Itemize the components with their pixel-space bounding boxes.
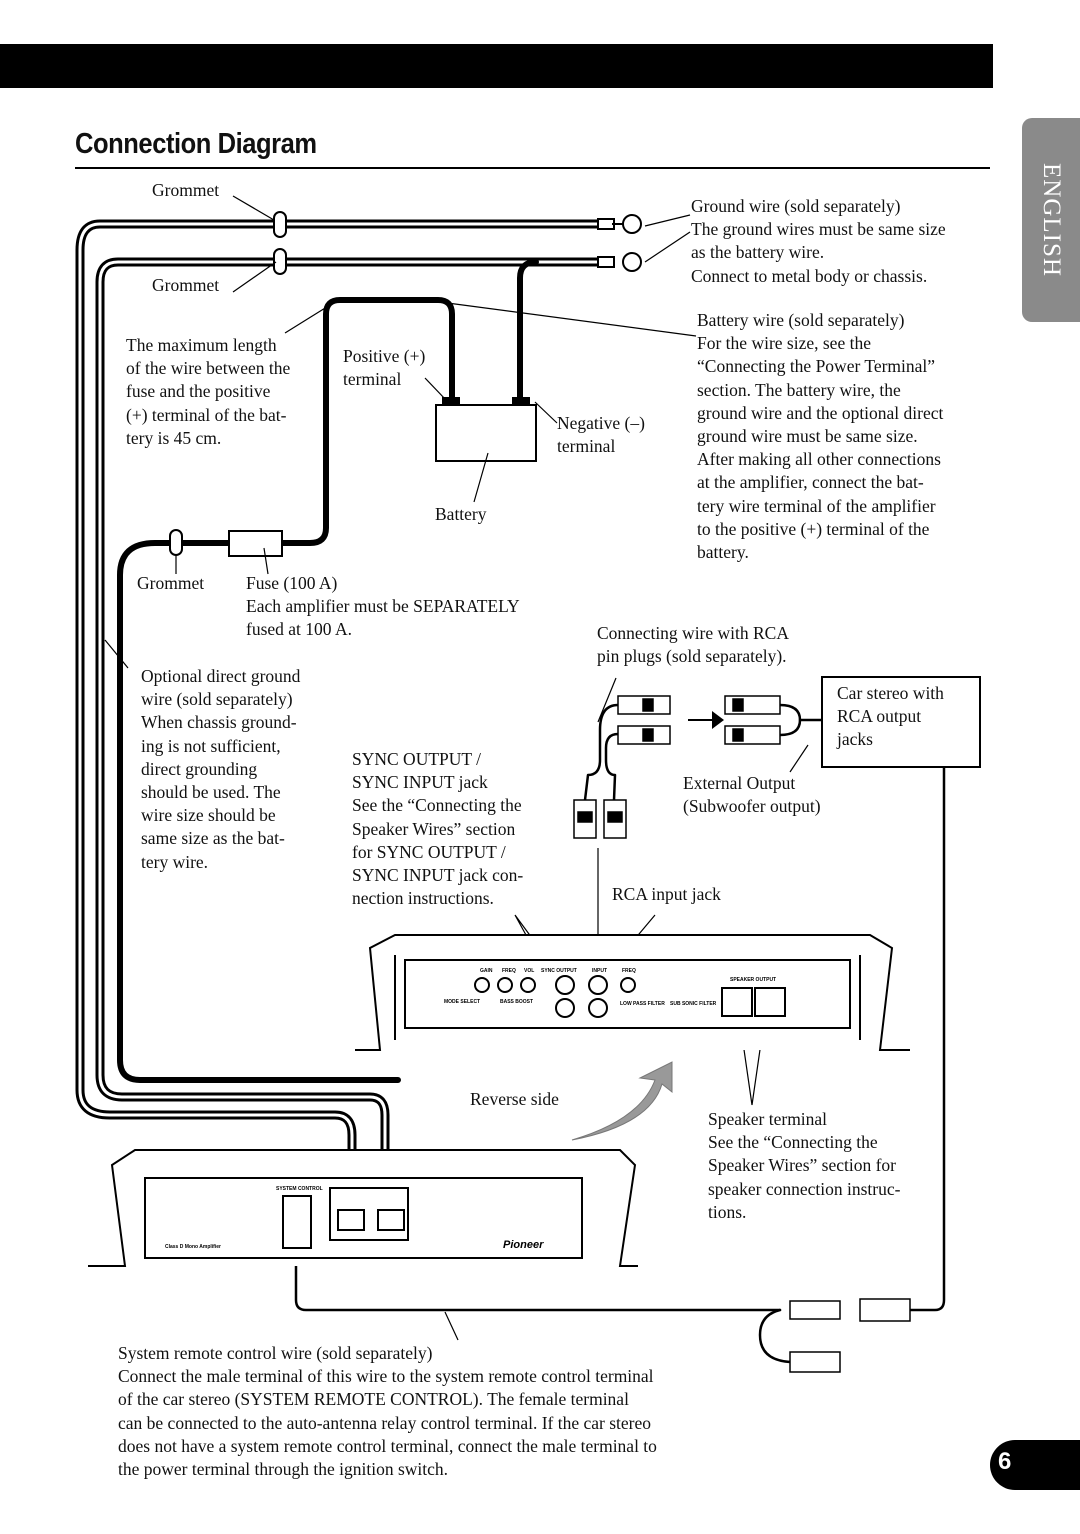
svg-text:SUB SONIC FILTER: SUB SONIC FILTER [670, 1001, 717, 1007]
battery-label: Battery [435, 504, 487, 524]
page-number-badge: 6 [990, 1440, 1080, 1490]
svg-text:SPEAKER OUTPUT: SPEAKER OUTPUT [730, 977, 777, 983]
svg-text:FREQ: FREQ [502, 968, 516, 974]
fuse-icon [229, 531, 282, 556]
reverse-arrow-icon [572, 1062, 672, 1140]
language-tab-label: ENGLISH [1038, 163, 1065, 277]
fuse-label: Fuse (100 A) Each amplifier must be SEPARATELY fused at 100 A. [246, 573, 520, 640]
grommet-label-top: Grommet [152, 180, 220, 200]
amp-model-text: Class D Mono Amplifier [165, 1244, 221, 1250]
svg-text:SYNC OUTPUT: SYNC OUTPUT [541, 968, 577, 974]
system-remote-label: System remote control wire (sold separately) Connect the male terminal of this wire to the system remote control terminal of the car stereo (SYSTEM REMOTE CONTROL). The female terminal can be connected to the auto-antenna relay control terminal. If the car stereo does not have a system remote control terminal, connect the male terminal to the power terminal through the ignition switch. [118, 1343, 657, 1480]
positive-terminal-label: Positive (+) terminal [343, 346, 426, 390]
grommet-label-lower: Grommet [137, 573, 205, 593]
rca-cable [585, 705, 618, 800]
rca-input-label: RCA input jack [612, 884, 721, 904]
system-control-text: SYSTEM CONTROL [276, 1186, 323, 1192]
connecting-wire-label: Connecting wire with RCA pin plugs (sold separately). [597, 623, 789, 667]
battery-ground-wire [520, 262, 536, 398]
svg-text:MODE SELECT: MODE SELECT [444, 999, 481, 1005]
speaker-terminal-label: Speaker terminal See the “Connecting the Speaker Wires” section for speaker connection instruc- tions. [708, 1109, 901, 1222]
external-output-label: External Output (Subwoofer output) [683, 773, 821, 817]
battery-icon [436, 405, 536, 461]
svg-text:BASS BOOST: BASS BOOST [500, 999, 534, 1005]
svg-text:VOL: VOL [524, 968, 535, 974]
remote-terminal-icon [790, 1299, 910, 1372]
ground-lug-icon [598, 215, 641, 271]
negative-terminal-label: Negative (–) terminal [557, 413, 645, 457]
page-title: Connection Diagram [75, 128, 317, 160]
amp-rear-panel [355, 935, 910, 1050]
battery-wire-label: Battery wire (sold separately) For the wire size, see the “Connecting the Power Terminal” section. The battery wire, the ground wire and the optional direct ground wire must be same size. After making all other connections at the amplifier, connect the bat- tery wire terminal of the amplifier to the positive (+) terminal of the battery. [697, 310, 944, 563]
svg-text:INPUT: INPUT [592, 968, 607, 974]
svg-text:FREQ: FREQ [622, 968, 636, 974]
brand-logo: Pioneer [503, 1239, 544, 1251]
reverse-side-label: Reverse side [470, 1089, 559, 1109]
car-stereo-label: Car stereo with RCA output jacks [837, 683, 944, 750]
max-length-label: The maximum length of the wire between the fuse and the positive (+) terminal of the bat- tery is 45 cm. [126, 335, 291, 448]
battery-wire [282, 300, 452, 543]
connect-arrow-icon [688, 711, 724, 729]
svg-text:LOW PASS FILTER: LOW PASS FILTER [620, 1001, 665, 1007]
sync-label: SYNC OUTPUT / SYNC INPUT jack See the “Connecting the Speaker Wires” section for SYNC OUTPUT / SYNC INPUT jack con- nection instructions. [352, 749, 524, 909]
svg-text:GAIN: GAIN [480, 968, 493, 974]
ground-wire-label: Ground wire (sold separately) The ground wires must be same size as the battery wire. Connect to metal body or chassis. [691, 196, 946, 286]
optional-ground-label: Optional direct ground wire (sold separately) When chassis ground- ing is not sufficient, direct grounding should be used. The wire size should be same size as the bat- tery wire. [141, 666, 301, 872]
grommet-label-mid: Grommet [152, 275, 220, 295]
